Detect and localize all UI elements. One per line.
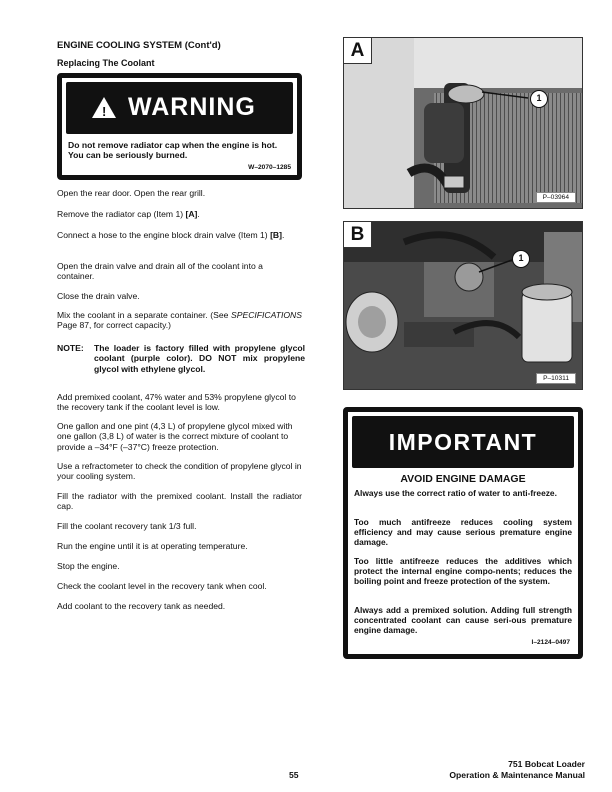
specifications-ref: SPECIFICATIONS xyxy=(231,310,302,320)
exclamation-icon: ! xyxy=(102,104,107,119)
radiator-cap-photo-image xyxy=(344,38,583,209)
step-text-end: . xyxy=(197,209,200,219)
step-text: Connect a hose to the engine block drain valve (Item 1) xyxy=(57,230,271,240)
step-refractometer: Use a refractometer to check the condition of propylene glycol in your cooling system. xyxy=(57,461,302,482)
drain-valve-photo-image xyxy=(344,222,583,390)
important-paragraph-1: Always use the correct ratio of water to anti-freeze. xyxy=(354,488,557,498)
step-close-valve: Close the drain valve. xyxy=(57,291,140,301)
warning-text: Do not remove radiator cap when the engine is hot. You can be seriously burned. xyxy=(68,140,278,160)
warning-title: WARNING xyxy=(128,93,256,121)
figure-a-code: P–03964 xyxy=(536,192,576,203)
figure-b-photo xyxy=(343,221,583,390)
note-label: NOTE: xyxy=(57,343,84,353)
step-text-end: . xyxy=(282,230,285,240)
figure-ref-a: [A] xyxy=(185,209,198,219)
step-check-level: Check the coolant level in the recovery tank when cool. xyxy=(57,581,267,591)
important-paragraph-3: Too little antifreeze reduces the additives which protect the internal engine compo-nents; reduces the boiling point and freeze protection of the system. xyxy=(354,556,572,586)
step-run-engine: Run the engine until it is at operating temperature. xyxy=(57,541,248,551)
important-title: IMPORTANT xyxy=(352,416,574,468)
important-subtitle: AVOID ENGINE DAMAGE xyxy=(400,473,526,485)
step-mixture-ratio: One gallon and one pint (4,3 L) of propylene glycol mixed with one gallon (3,8 L) of water is the correct mixture of coolant to provide a –34°F (–37°C) freeze protection. xyxy=(57,421,293,452)
step-open-door: Open the rear door. Open the rear grill. xyxy=(57,188,206,198)
warning-box xyxy=(57,73,302,180)
step-drain: Open the drain valve and drain all of the coolant into a container. xyxy=(57,261,263,282)
step-stop-engine: Stop the engine. xyxy=(57,561,120,571)
step-fill-tank: Fill the coolant recovery tank 1/3 full. xyxy=(57,521,197,531)
figure-b-code: P–10311 xyxy=(536,373,576,384)
page-number: 55 xyxy=(289,770,299,780)
important-code: I–2124–0497 xyxy=(531,639,570,646)
note xyxy=(57,343,305,374)
subsection-title: Replacing The Coolant xyxy=(57,58,155,68)
figure-a-label: A xyxy=(344,38,372,64)
step-add-premix: Add premixed coolant, 47% water and 53% propylene glycol to the recovery tank if the coolant level is low. xyxy=(57,392,296,413)
figure-ref-b: [B] xyxy=(270,230,282,240)
warning-header xyxy=(66,82,293,134)
important-box xyxy=(343,407,583,659)
step-mix-coolant xyxy=(57,310,302,331)
figure-a-callout: 1 xyxy=(530,90,548,108)
section-title: ENGINE COOLING SYSTEM (Cont'd) xyxy=(57,40,221,51)
step-remove-cap xyxy=(57,209,302,219)
step-add-coolant: Add coolant to the recovery tank as needed. xyxy=(57,601,226,611)
figure-b-label: B xyxy=(344,222,372,248)
important-paragraph-4: Always add a premixed solution. Adding full strength concentrated coolant can cause seri-ous premature engine damage. xyxy=(354,605,572,635)
step-text: Remove the radiator cap (Item 1) xyxy=(57,209,186,219)
manual-title-line2: Operation & Maintenance Manual xyxy=(449,770,585,780)
important-paragraph-2: Too much antifreeze reduces cooling system efficiency and may cause serious premature engine damage. xyxy=(354,517,572,547)
step-text-end: Page 87, for correct capacity.) xyxy=(57,320,171,331)
figure-b-callout: 1 xyxy=(512,250,530,268)
warning-code: W–2070–1285 xyxy=(248,164,291,171)
step-fill-radiator: Fill the radiator with the premixed coolant. Install the radiator cap. xyxy=(57,491,302,512)
figure-a-photo xyxy=(343,37,583,209)
note-text: The loader is factory filled with propylene glycol coolant (purple color). DO NOT mix propylene glycol with ethylene glycol. xyxy=(94,343,305,374)
manual-title-line1: 751 Bobcat Loader xyxy=(508,759,585,769)
step-connect-hose xyxy=(57,230,302,240)
step-text: Mix the coolant in a separate container. (See xyxy=(57,310,231,320)
